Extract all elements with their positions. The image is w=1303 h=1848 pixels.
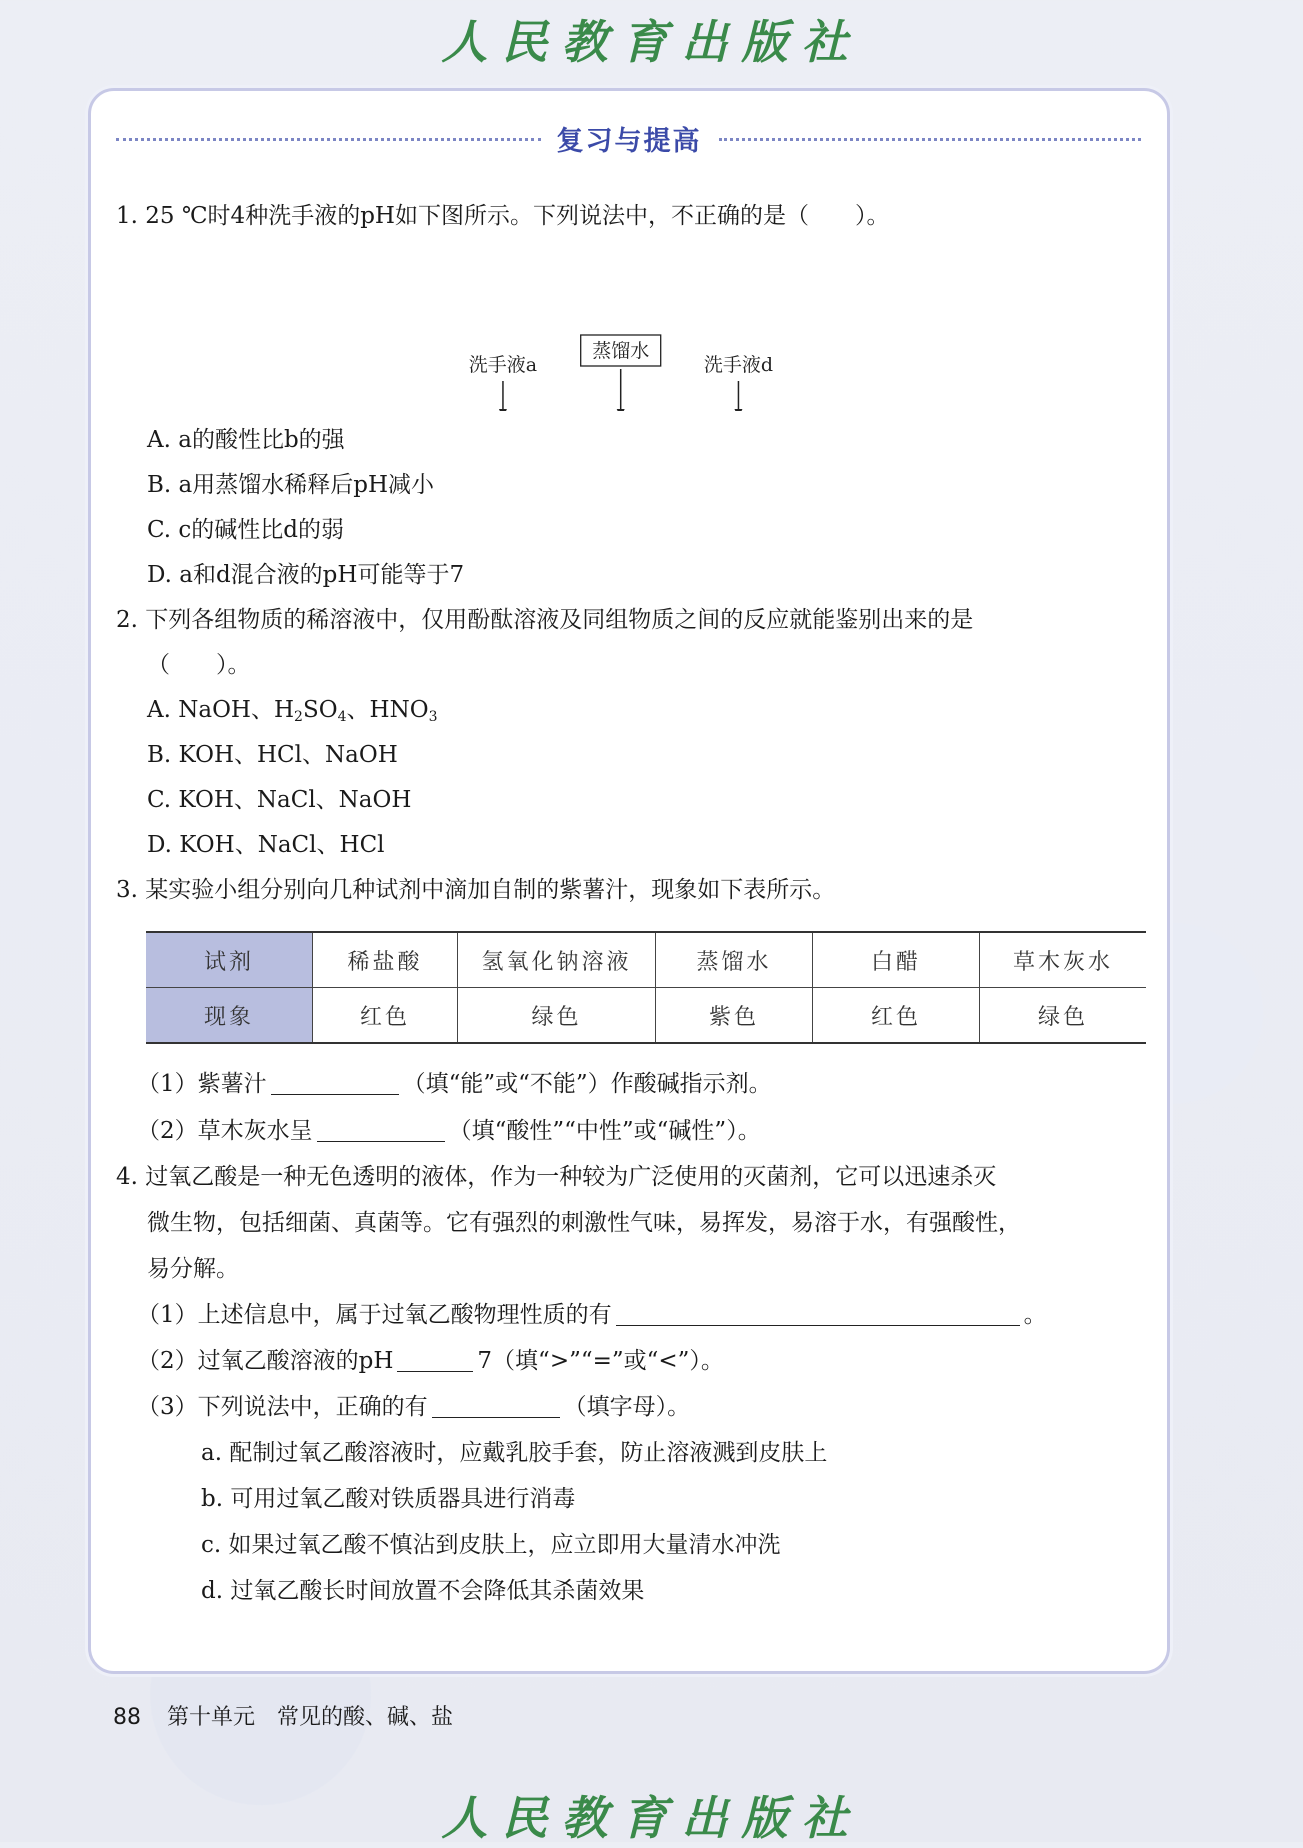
answer-blank[interactable] [397,1349,473,1372]
header-divider-right [719,138,1141,141]
answer-blank[interactable] [271,1072,399,1095]
answer-blank[interactable] [432,1395,560,1418]
q2-option-a: A. NaOH、$H_2SO_4$、$HNO_3$ [147,697,438,725]
q2-option-c: C. KOH、NaCl、NaOH [147,787,412,813]
table-cell: 白醋 [813,932,980,988]
section-header [91,119,1167,159]
q4-sub1: （1）上述信息中，属于过氧乙酸物理性质的有 。 [137,1302,1047,1328]
answer-blank[interactable] [317,1119,445,1142]
q4-stem-line1: 4. 过氧乙酸是一种无色透明的液体，作为一种较为广泛使用的灭菌剂，它可以迅速杀灭 [116,1164,997,1190]
q4-choice-a: a. 配制过氧乙酸溶液时，应戴乳胶手套，防止溶液溅到皮肤上 [201,1440,828,1466]
table-cell: 紫色 [656,988,813,1044]
ph-number-line [91,211,1167,411]
unit-title: 第十单元 常见的酸、碱、盐 [167,1705,454,1730]
arrowhead-liquid-a [499,409,507,411]
page-footer [113,1700,453,1731]
table-cell: 红色 [313,988,458,1044]
q4-choice-c: c. 如果过氧乙酸不慎沾到皮肤上，应立即用大量清水冲洗 [201,1532,781,1558]
q4-sub3: （3）下列说法中，正确的有 （填字母）。 [137,1394,691,1420]
table-cell: 草木灰水 [980,932,1147,988]
q3-results-table [146,931,1146,1044]
q4-choice-b: b. 可用过氧乙酸对铁质器具进行消毒 [201,1486,576,1512]
exercise-card [88,88,1170,1674]
q4-choice-d: d. 过氧乙酸长时间放置不会降低其杀菌效果 [201,1578,645,1604]
table-cell: 绿色 [980,988,1147,1044]
q2-stem-line1: 2. 下列各组物质的稀溶液中，仅用酚酞溶液及同组物质之间的反应就能鉴别出来的是 [116,607,974,633]
publisher-logo-top: 人民教育出版社 [441,15,862,69]
q1-option-a: A. a的酸性比b的强 [147,427,345,453]
q1-stem: 1. 25 ℃时4种洗手液的pH如下图所示。下列说法中，不正确的是（ ）。 [116,203,890,229]
table-cell: 绿色 [458,988,656,1044]
q2-option-b: B. KOH、HCl、NaOH [147,742,398,768]
table-cell: 红色 [813,988,980,1044]
q4-stem-line2: 微生物，包括细菌、真菌等。它有强烈的刺激性气味，易挥发，易溶于水，有强酸性， [147,1210,1021,1236]
table-header-reagent: 试剂 [146,932,313,988]
page-number: 88 [113,1705,141,1730]
q3-sub2: （2）草木灰水呈 （填“酸性”“中性”或“碱性”）。 [137,1118,761,1144]
table-cell: 蒸馏水 [656,932,813,988]
arrowhead-liquid-d [734,409,742,411]
publisher-logo-bottom: 人民教育出版社 [441,1791,862,1845]
table-cell: 氢氧化钠溶液 [458,932,656,988]
q4-stem-line3: 易分解。 [147,1256,239,1282]
q2-stem-line2: （ ）。 [147,652,251,678]
table-cell: 稀盐酸 [313,932,458,988]
arrowhead-water [617,409,625,411]
table-row [146,932,1146,988]
q2-option-d: D. KOH、NaCl、HCl [147,832,385,858]
q1-option-b: B. a用蒸馏水稀释后pH减小 [147,472,435,498]
section-title: 复习与提高 [556,126,702,157]
q1-option-d: D. a和d混合液的pH可能等于7 [147,562,465,588]
table-header-phenomenon: 现象 [146,988,313,1044]
q4-sub2: （2）过氧乙酸溶液的pH 7（填“>”“=”或“<”）。 [137,1348,724,1374]
q1-option-c: C. c的碱性比d的弱 [147,517,345,543]
answer-blank[interactable] [616,1303,1020,1326]
q3-stem: 3. 某实验小组分别向几种试剂中滴加自制的紫薯汁，现象如下表所示。 [116,877,836,903]
label-liquid-a: 洗手液a [468,354,538,376]
label-distilled-water: 蒸馏水 [592,340,650,362]
q3-sub1: （1）紫薯汁 （填“能”或“不能”）作酸碱指示剂。 [137,1071,772,1097]
table-row [146,988,1146,1044]
label-liquid-d: 洗手液d [703,354,774,376]
